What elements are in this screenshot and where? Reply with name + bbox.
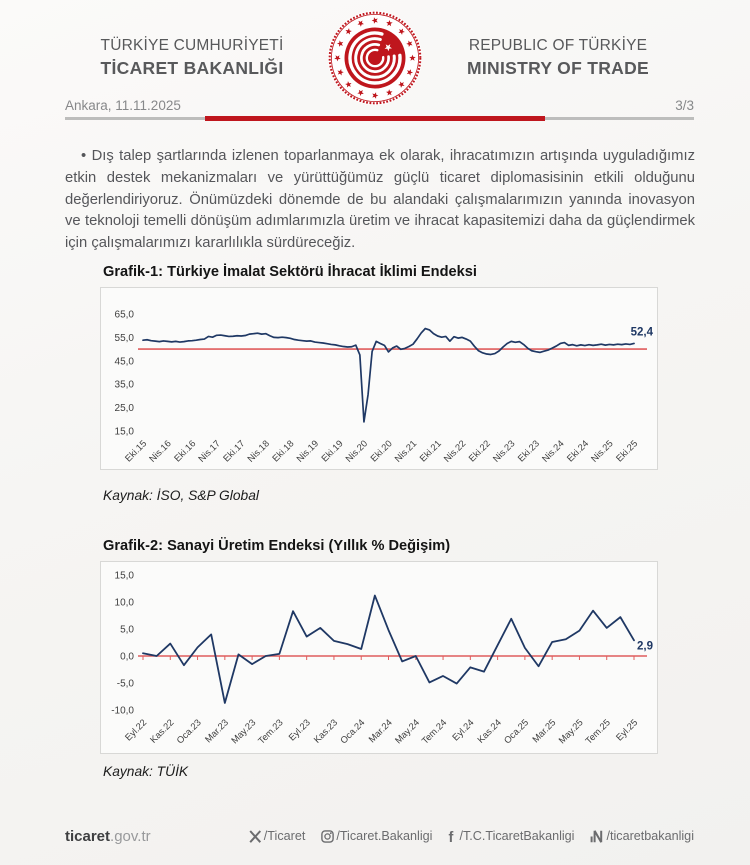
meta-row xyxy=(65,98,694,113)
divider-line xyxy=(65,117,694,120)
body-paragraph-text: Dış talep şartlarında izlenen toparlanmaya ek olarak, ihracatımızın artışında uyguladığımız etkin destek mekanizmaları ve yürüttüğümüz güçlü ticaret diplomasisinin etkili olduğunu değerlendiriyoruz. Önümüzdeki dönemde de bu alandaki çalışmalarımızın yanında inovasyon ve teknoloji temelli dönüşüm adımlarımızla üretim ve ihracat kapasitemizi daha da güçlendirmek için çalışmalarımızı kararlılıkla sürdüreceğiz. xyxy=(65,148,695,251)
svg-text:Nis.16: Nis.16 xyxy=(147,438,173,465)
svg-text:f: f xyxy=(448,829,454,843)
social-nsosyal xyxy=(590,829,694,843)
svg-text:May.23: May.23 xyxy=(229,717,258,746)
svg-text:Eki.22: Eki.22 xyxy=(466,438,493,464)
website-url xyxy=(65,828,151,845)
svg-text:Eki.23: Eki.23 xyxy=(515,438,542,464)
svg-text:Eki.20: Eki.20 xyxy=(368,438,394,464)
svg-text:Eki.24: Eki.24 xyxy=(564,438,591,464)
svg-text:Tem.25: Tem.25 xyxy=(583,717,613,746)
svg-text:Eki.19: Eki.19 xyxy=(319,438,345,464)
svg-text:-5,0: -5,0 xyxy=(116,678,134,690)
svg-text:Eki.21: Eki.21 xyxy=(417,438,444,464)
chart1-line-chart xyxy=(101,288,657,469)
social-instagram xyxy=(321,829,432,843)
svg-text:Mar.23: Mar.23 xyxy=(203,717,231,745)
svg-text:Tem.24: Tem.24 xyxy=(419,717,449,746)
svg-text:Eki.17: Eki.17 xyxy=(221,438,247,464)
svg-text:Eki.15: Eki.15 xyxy=(123,438,149,464)
svg-text:Eyl.25: Eyl.25 xyxy=(614,717,640,743)
svg-text:Eyl.23: Eyl.23 xyxy=(286,717,313,743)
chart1-panel xyxy=(100,287,658,470)
svg-text:Eki.25: Eki.25 xyxy=(614,438,640,464)
ministry-name-en-line1: REPUBLIC OF TÜRKİYE xyxy=(468,37,648,54)
svg-text:Nis.24: Nis.24 xyxy=(540,438,566,465)
social-links-row xyxy=(249,829,694,843)
ministry-name-en-line2: MINISTRY OF TRADE xyxy=(466,58,650,78)
nsosyal-icon xyxy=(590,830,604,843)
svg-text:Nis.20: Nis.20 xyxy=(343,438,370,465)
body-paragraph xyxy=(65,146,695,255)
chart2-source: Kaynak: TÜİK xyxy=(103,764,189,779)
svg-text:Mar.25: Mar.25 xyxy=(530,717,558,745)
social-facebook-handle: /T.C.TicaretBakanligi xyxy=(459,829,575,843)
svg-text:2,9: 2,9 xyxy=(637,640,653,653)
svg-text:Nis.25: Nis.25 xyxy=(589,438,615,465)
dateline: Ankara, 11.11.2025 xyxy=(65,98,181,113)
svg-text:Mar.24: Mar.24 xyxy=(366,717,394,745)
ministry-logo-emblem-icon xyxy=(327,10,423,106)
bullet-glyph: • xyxy=(81,148,87,164)
svg-text:May.25: May.25 xyxy=(556,717,585,746)
page-indicator: 3/3 xyxy=(675,98,694,113)
divider-accent-bar xyxy=(205,116,545,121)
svg-text:-10,0: -10,0 xyxy=(111,705,134,717)
svg-text:45,0: 45,0 xyxy=(114,356,134,368)
chart2-panel xyxy=(100,561,658,754)
svg-text:35,0: 35,0 xyxy=(114,379,134,391)
chart2-line-chart xyxy=(101,562,657,753)
svg-text:15,0: 15,0 xyxy=(114,570,134,582)
svg-text:10,0: 10,0 xyxy=(114,597,134,609)
svg-text:Nis.17: Nis.17 xyxy=(196,438,223,465)
ministry-name-tr-line2: TİCARET BAKANLIĞI xyxy=(100,58,284,78)
social-instagram-handle: /Ticaret.Bakanligi xyxy=(336,829,433,843)
svg-text:Tem.23: Tem.23 xyxy=(256,717,285,746)
svg-text:0,0: 0,0 xyxy=(120,651,134,663)
social-x-handle: /Ticaret xyxy=(263,829,306,843)
svg-text:Oca.23: Oca.23 xyxy=(174,717,203,746)
social-x xyxy=(249,829,306,843)
svg-text:Nis.18: Nis.18 xyxy=(245,438,272,465)
svg-text:65,0: 65,0 xyxy=(114,309,134,321)
svg-text:Nis.19: Nis.19 xyxy=(294,438,321,465)
x-icon xyxy=(249,830,262,843)
chart1-title: Grafik-1: Türkiye İmalat Sektörü İhracat İklimi Endeksi xyxy=(103,264,477,280)
svg-text:Eyl.24: Eyl.24 xyxy=(450,717,476,743)
svg-text:Eki.18: Eki.18 xyxy=(270,438,296,464)
svg-text:25,0: 25,0 xyxy=(114,403,134,415)
svg-text:May.24: May.24 xyxy=(393,717,422,746)
svg-text:5,0: 5,0 xyxy=(120,624,134,636)
website-url-bold: ticaret xyxy=(65,828,111,845)
svg-text:Kas.23: Kas.23 xyxy=(311,717,340,745)
ministry-name-tr-line1: TÜRKİYE CUMHURİYETİ xyxy=(100,37,284,54)
social-facebook xyxy=(448,829,574,843)
chart2-title: Grafik-2: Sanayi Üretim Endeksi (Yıllık % Değişim) xyxy=(103,538,451,554)
svg-text:Nis.23: Nis.23 xyxy=(490,438,517,465)
svg-text:52,4: 52,4 xyxy=(630,326,653,339)
svg-text:Eyl.22: Eyl.22 xyxy=(123,717,149,743)
svg-text:Kas.24: Kas.24 xyxy=(475,717,504,745)
chart1-source: Kaynak: İSO, S&P Global xyxy=(103,488,259,503)
ministry-name-en xyxy=(430,37,686,79)
svg-text:Oca.24: Oca.24 xyxy=(338,717,367,746)
svg-text:Eki.16: Eki.16 xyxy=(172,438,198,464)
svg-text:55,0: 55,0 xyxy=(114,332,134,344)
social-nsosyal-handle: /ticaretbakanligi xyxy=(606,829,694,843)
svg-text:15,0: 15,0 xyxy=(114,426,134,438)
ministry-name-tr xyxy=(64,37,320,79)
website-url-rest: .gov.tr xyxy=(110,828,151,845)
ministry-logo xyxy=(327,10,423,106)
svg-text:Nis.22: Nis.22 xyxy=(441,438,468,465)
facebook-icon xyxy=(448,830,457,843)
svg-text:Kas.22: Kas.22 xyxy=(148,717,176,745)
svg-text:Oca.25: Oca.25 xyxy=(502,717,531,746)
svg-text:Nis.21: Nis.21 xyxy=(392,438,419,465)
instagram-icon xyxy=(321,830,334,843)
